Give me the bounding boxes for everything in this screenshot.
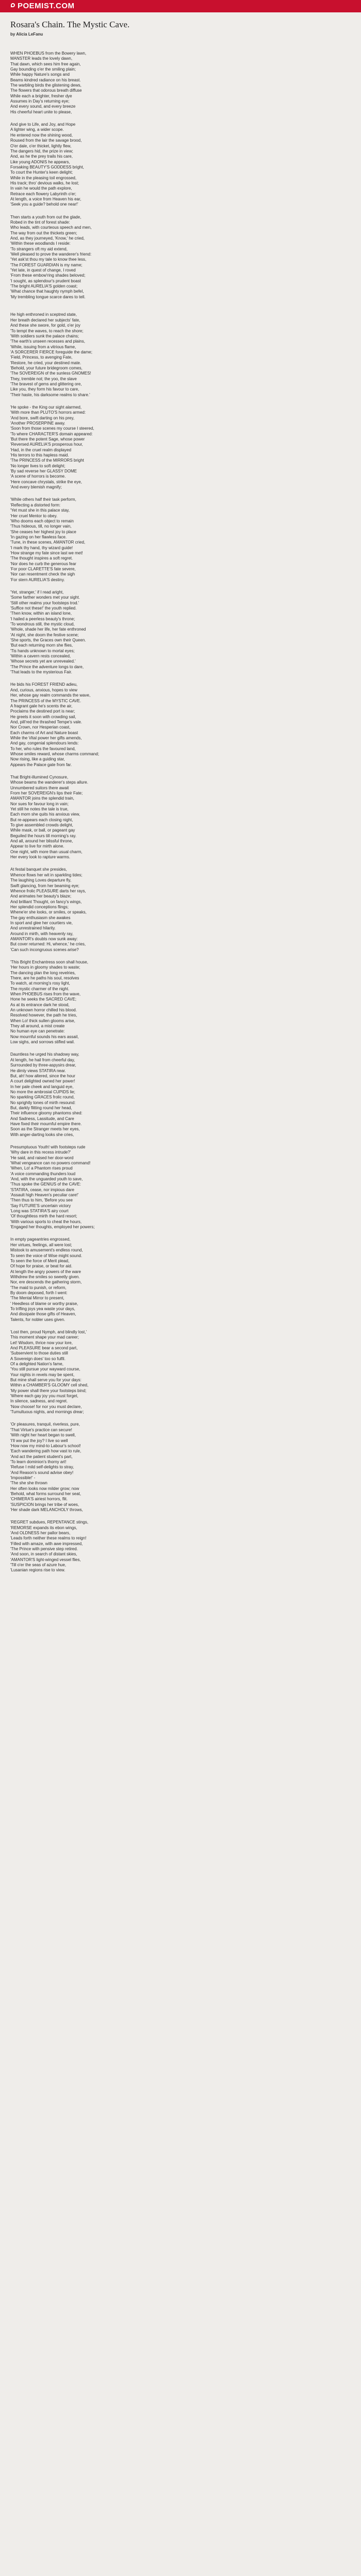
poem-line: 'To tempt the waves, to reach the shore; <box>10 328 84 333</box>
poem-line: 'Yet ask'st thou my tale to know thee less, <box>10 257 87 262</box>
poem-line: While happy Nature's songs and <box>10 72 70 77</box>
poem-line: He dimly views STATIRA near. <box>10 1068 66 1073</box>
poem-line: 'Well pleased to prove the wanderer's friend: <box>10 252 92 257</box>
poem-line: But, ah! how altered, since the hour <box>10 1073 75 1078</box>
poem-line: WHEN PHOEBUS from the Bowery lawn, <box>10 51 87 56</box>
poem-line: Her splendid conceptions flings; <box>10 904 69 909</box>
poem-line: 'What vengeance can no powers command! <box>10 1161 91 1165</box>
poem-line: The gay enthusiasm she awakes <box>10 915 71 920</box>
poem-line: 'Nor can resentment check the sigh <box>10 572 75 577</box>
poem-line: 'Say FUTURE'S uncertain victory <box>10 1203 71 1208</box>
poem-stanza <box>10 122 340 208</box>
poem-line: 'By sad reverse her GLASSY DOME <box>10 469 77 474</box>
poem-line: And, as they journeyed, 'Know,' he cried, <box>10 236 85 241</box>
poem-stanza <box>10 497 340 583</box>
site-header-bar <box>0 0 361 12</box>
poem-line: Retrace each flowery Labyrinth o'er; <box>10 191 76 196</box>
poem-line: A court delighted owned her power! <box>10 1079 75 1084</box>
poem-line: 'The FOREST GUARDIAN is my name; <box>10 262 83 267</box>
poem-author-line <box>10 32 340 37</box>
poem-line: 'To strangers oft my aid extend, <box>10 246 68 251</box>
poem-line: Of hope for praise, or beat for aid. <box>10 1264 73 1269</box>
poem-line: At length the angry powers of the ware <box>10 1269 81 1274</box>
poem-line: 'My power shall there your footsteps bind; <box>10 1388 87 1393</box>
poem-line: And these she swore, for gold, o'er joy <box>10 323 80 328</box>
poem-line: Talents, for nobler uses given. <box>10 1317 65 1322</box>
poem-line: 'Each wandering path how vast to rule, <box>10 1449 81 1454</box>
poem-line: 'Who dooms each object to remain <box>10 518 74 523</box>
poem-line: At festal banquet she presides, <box>10 867 67 872</box>
poem-line: Appear to live for mirth alone. <box>10 844 64 849</box>
poem-line: Her often looks now milder grow; now <box>10 1486 79 1491</box>
poem-line: 'Tumultuous nights, and mornings drear; <box>10 1410 84 1415</box>
poem-line <box>10 300 340 305</box>
poem-line: 'Field, Princess, to avenging Fate, <box>10 355 73 360</box>
poem-line: Proclaims the destined port is near; <box>10 709 75 714</box>
poem-line: Presumptuous Youth! with footsteps rude <box>10 1144 86 1149</box>
poem-line: 'Nor does he curb the generous fear <box>10 561 76 566</box>
poem-line: 'That leads to the mysterious Fair. <box>10 670 72 675</box>
poem-line: 'You still pursue your wayward course, <box>10 1367 80 1372</box>
poem-line: Swift glancing, from her beaming eye; <box>10 883 79 888</box>
poem-stanza <box>10 1422 340 1513</box>
poem-line: 'The she she thrown <box>10 1481 47 1486</box>
poem-line: AMANTOR joins the splendid train, <box>10 796 74 801</box>
poem-line: 'In gazing on her flawless face. <box>10 534 67 539</box>
poem-line: That dawn, which sees him free again, <box>10 61 81 66</box>
poem-line: In sport and glee her courtiers vie, <box>10 920 73 925</box>
poem-line: Her breath declared her subjects' fate, <box>10 317 80 323</box>
poem-line: No sparkling GRACES frolic round, <box>10 1095 75 1100</box>
poem-line: 'Whole, shade her life, her fate enthroned <box>10 627 86 632</box>
poem-line: Gay bounding o'er the smiling plain; <box>10 67 76 72</box>
poem-stanza <box>10 590 340 675</box>
poem-line: 'Had, in the cruel realm displayed <box>10 447 72 452</box>
poem-stanza <box>10 405 340 490</box>
poem-line: 'Some farther wonders met your sight. <box>10 595 80 600</box>
poem-line: Mistook to amusement's endless round, <box>10 1248 83 1253</box>
poem-stanza <box>10 51 340 115</box>
poem-line: The dancing plan the long revelries, <box>10 970 76 975</box>
poem-line: Unnumbered suitors there await <box>10 785 69 790</box>
poem-line: 'I'll ww put the joy? I live so well <box>10 1438 68 1443</box>
poem-line: Nor, ere descends the gathering storm, <box>10 1280 82 1285</box>
poem-line: 'How now my mind-to Labour's school! <box>10 1443 81 1448</box>
poem-line: 'AMANTOR'S light-winged vessel flies, <box>10 1557 81 1562</box>
poem-line: 'She sports, the Graces own their Queen. <box>10 638 86 643</box>
poem-line: 'And Reason's sound advise obey! <box>10 1470 74 1475</box>
poem-line: The PRINCESS of the MYSTIC CAVE. <box>10 698 81 703</box>
poem-line: Her virtues, feelings, all were lost; <box>10 1242 72 1247</box>
poem-line: 'With night her heart began to swell, <box>10 1433 76 1438</box>
poem-line: 'I hailed a peerless beauty's throne; <box>10 616 75 621</box>
poem-line: He greets it soon with crowding sail, <box>10 714 76 719</box>
poem-line: 'Here concave chrystals, strike the eye, <box>10 479 82 484</box>
poem-line: 'Suffice not these!' the youth replied. <box>10 606 77 611</box>
poem-line: From her SOVEREIGN's lips their Fate; <box>10 791 83 795</box>
poem-line: Within a CHAMBER'S GLOOMY cell shed, <box>10 1383 89 1388</box>
poem-stanza <box>10 1237 340 1323</box>
poem-line: Appears the Palace gate from far. <box>10 762 72 767</box>
poem-line: 'He spoke - the King our sight alarmed, <box>10 404 82 410</box>
poem-line: In vain he would the path explore, <box>10 186 72 191</box>
poem-line: 'Her shade dark MELANCHOLY throws, <box>10 1507 83 1512</box>
poem-line: 'Her hours in gloomy shades to waste; <box>10 965 80 970</box>
poem-line: 'He said, and raised her door-word <box>10 1155 74 1160</box>
poem-line: By doom deposed, forth I went: <box>10 1290 68 1295</box>
poem-line: 'A voice commanding thunders loud <box>10 1171 76 1176</box>
poem-line: Nor sues for favour long in vain; <box>10 801 69 806</box>
poem-line: 'Then know, within an island lone, <box>10 611 72 616</box>
poem-line: Each charms of Art and Nature boast <box>10 730 78 735</box>
poem-line: And every sound, and every breeze <box>10 104 76 109</box>
poem-line: 'What chance that haughty nymph befel, <box>10 289 84 294</box>
poem-line: And dissipate those gifts of Heaven, <box>10 1312 76 1317</box>
poem-line: 'With various sports to cheat the hours, <box>10 1219 82 1224</box>
poem-line: 'To wondrous still, the mystic cloud, <box>10 622 75 627</box>
poem-line: To watch, at morning's rosy light, <box>10 981 70 986</box>
poem-line: 'The maid to punish, or reform, <box>10 1285 67 1290</box>
poem-line: And unrestrained hilarity. <box>10 926 56 931</box>
poem-title: Rosara's Chain. The Mystic Cave. <box>10 20 130 29</box>
poem-line: In her pale cheek and languid eye, <box>10 1084 74 1089</box>
poem-line: They, tremble not; the yoo, the slave <box>10 376 77 381</box>
poem-line: A fragrant gale he's scents the air, <box>10 703 73 708</box>
poem-line: At length, he hail from cheerful day, <box>10 1057 75 1062</box>
poem-line: Then starts a youth from out the glade, <box>10 214 81 219</box>
poem-line: 'While, issuing from a vitrious flame, <box>10 344 76 349</box>
poem-line: 'Filled with amaze, with awe impressed, <box>10 1541 83 1546</box>
poem-line: 'Yet must she in this palace stay, <box>10 508 70 513</box>
poem-line: 'Impossible!' - <box>10 1475 36 1480</box>
poem-line: Her every look to rapture warms. <box>10 855 71 860</box>
poem-line: Hone he seeks the SACRED CAVE; <box>10 997 76 1002</box>
poem-line: 'Restore, he cried, your destined mate. <box>10 360 81 365</box>
poem-line: The way from out the thickets green; <box>10 230 77 235</box>
poem-line: 'She ceases her highest joy to place <box>10 529 76 534</box>
poem-line: Your nights in revels may be spent, <box>10 1372 75 1377</box>
poem-line: His track; thro' devious walks, he lost; <box>10 180 79 185</box>
poem-line: 'The PRINCESS of the MIRRORS bright <box>10 458 84 463</box>
poem-line: One night, with more than usual charm, <box>10 849 83 854</box>
poem-line: 'Subservient to those duties still <box>10 1351 68 1356</box>
poem-line: Resolved however, the path he tries, <box>10 1013 77 1018</box>
poem-line: The laughing Loves departure fly, <box>10 878 72 883</box>
poem-line: 'SUSPICION brings her tribe of woes, <box>10 1502 79 1507</box>
poem-line: But cover returned: Hi, whence,' he cries, <box>10 942 86 947</box>
poem-line: He high enthroned in sceptred state, <box>10 312 77 317</box>
poem-line: 'Thus spoke the GENIUS of the CAVE: <box>10 1182 81 1187</box>
poem-stanza <box>10 1330 340 1415</box>
poem-line: 'Tis hands unknown to mortal eyes; <box>10 648 75 653</box>
poem-line: 'Where each gay joy you must forget, <box>10 1394 78 1399</box>
poem-line: Whose smiles reward, whose charms command; <box>10 751 100 756</box>
poem-line: Whose beams the wanderer's steps allure. <box>10 780 88 785</box>
poem-line: 'When, Lo! a Phantom rises proud <box>10 1166 73 1171</box>
poem-line: And PLEASURE bear a second part, <box>10 1346 78 1350</box>
poem-line: Who leads, with courteous speech and men, <box>10 225 92 230</box>
poem-line: To seen the voice of Wise might sound. <box>10 1253 83 1258</box>
poem-stanza <box>10 1145 340 1230</box>
poem-line: 'Why dare in this recess intrude?' <box>10 1150 71 1155</box>
poem-line: And brilliant Thought, on fancy's wings, <box>10 899 82 904</box>
poem-line: 'Of thoughtless mirth the hard resort; <box>10 1214 77 1219</box>
poem-line: A lighter wing, a wider scope. <box>10 127 64 132</box>
poem-line: 'The bravest of gems and glittering ore, <box>10 381 82 386</box>
poem-line: Yet still he notes the tale is true, <box>10 807 69 812</box>
poem-line: Whence frolic PLEASURE darts her rays, <box>10 888 86 893</box>
poem-line: 'The earth's unseen recesses and plains, <box>10 339 85 344</box>
poem-line: 'From these embow'ring shades beloved; <box>10 273 86 278</box>
poem-line: O'er dale, o'er thicket, lightly flew, <box>10 143 72 148</box>
poem-line: To trifling joys yea waste your days, <box>10 1306 75 1311</box>
poem-line: Soon as the Stranger meets her eyes, <box>10 1127 80 1132</box>
poem-line: 'At night, she doom the festive scene; <box>10 632 79 637</box>
poem-line: 'A SORCERER FIERCE foreguide the dame; <box>10 349 92 354</box>
poem-line: 'With more than PLUTO'S horrors armed: <box>10 410 86 415</box>
poem-line: 'The bright AURELIA'S golden coast; <box>10 284 78 289</box>
poem-line: The dangers hid, the prize in view; <box>10 148 73 154</box>
site-logo-text: POEMIST.COM <box>18 2 75 10</box>
poem-stanza <box>10 775 340 860</box>
poem-line: Surrounded by three-aspysirs drear, <box>10 1063 76 1068</box>
poem-line: Roused from the lair the savage brood, <box>10 138 82 143</box>
poem-line: While in the pleasing toil engrossed, <box>10 175 77 180</box>
poem-line: 'Assault high Heaven's peculiar care!' <box>10 1193 79 1198</box>
poem-line: With anger-darting looks she cries, <box>10 1132 74 1137</box>
poem-line: Her, whose gay realm commands the wave, <box>10 693 91 698</box>
poem-line: 'REGRET subdues, REPENTANCE stings, <box>10 1520 89 1525</box>
poem-stanza <box>10 682 340 768</box>
poem-line: 'The SOVEREIGN of the sunless GNOMES! <box>10 371 91 376</box>
poem-line: And animates her beauty's blaze; <box>10 894 72 899</box>
poem-line: Robed in the tint of forest shade: <box>10 219 70 225</box>
poem-line: And all, around her blissful throne, <box>10 839 73 844</box>
poem-line: Have fixed their mournful empire there. <box>10 1121 82 1126</box>
poem-line: 'But each returning morn she flies, <box>10 643 73 648</box>
author-prefix: by <box>10 32 15 37</box>
poem-line: There, are he paths his soul, resolves <box>10 976 79 980</box>
poemist-logo-icon <box>10 3 15 9</box>
poem-line: 'That Virtue's practice can secure! <box>10 1427 72 1432</box>
poem-line: AMANTOR's doubts now sunk away: <box>10 936 78 941</box>
poem-line: At length, a voice from Heaven his ear, <box>10 196 81 201</box>
poem-line: Their influence gloomy phantoms shed: <box>10 1111 83 1116</box>
poem-line: 'Long was STATIRA'S airy court <box>10 1209 69 1214</box>
poem-line: 'Still other realms your footsteps trod.' <box>10 600 79 605</box>
poem-line: 'Another PROSERPINE away. <box>10 421 65 426</box>
poem-line: 'Seek you a guide? behold one near!' <box>10 202 78 207</box>
poem-line: 'To where CHARACTER'S domain appeared: <box>10 431 93 436</box>
poem-line: Like you, they form his favour to care, <box>10 387 79 392</box>
poem-line: His cheerful heart unite to please, <box>10 109 72 114</box>
poem-line: 'A scene of horrors is become. <box>10 474 66 479</box>
poem-line: ' Heedless of blame or worthy praise, <box>10 1301 78 1306</box>
poem-line: When Lo! thick sullen glooms arise, <box>10 1018 75 1023</box>
author-name-link[interactable]: Alicia LeFanu <box>16 32 43 37</box>
poem-line: 'The Prince with pensive step retired. <box>10 1547 78 1552</box>
poem-line: 'Leads forth neither these realms to reign! <box>10 1536 87 1541</box>
poem-line: 'STATIRA, cease, nor impious dare <box>10 1187 74 1192</box>
poem-article <box>10 20 340 1581</box>
poem-line: Whene'er she looks, or smiles, or speaks, <box>10 910 87 915</box>
poem-line: And, as he the prey trails his care, <box>10 154 73 159</box>
poem-line: 'For stern AURELIA'S destiny. <box>10 577 65 582</box>
poem-line: 'And act the patient student's part, <box>10 1454 73 1459</box>
poem-line: And give to Life, and Joy, and Hope <box>10 122 76 127</box>
poem-line: They all around, a mist create <box>10 1024 65 1029</box>
poem-line: To seen the force of Merit plead, <box>10 1258 70 1263</box>
poem-line: Of a delighted Nation's fame, <box>10 1362 63 1367</box>
poem-line: And, pill'red the thrashed Tempe's vale. <box>10 719 82 724</box>
poem-line: 'The Mental Mirror to present, <box>10 1296 64 1301</box>
poem-line: 'Their haste, his darksome realms to share.' <box>10 392 90 397</box>
poem-line: Let! Wisdom, thrice now your lore, <box>10 1340 73 1345</box>
poem-line: 'Yet late, in quest of change, I roved <box>10 268 76 273</box>
poem-stanza <box>10 215 340 306</box>
poem-stanza <box>10 867 340 953</box>
poem-line: 'Or pleasures, tranquil, riverless, pure, <box>10 1422 80 1427</box>
poem-line: 'With soldiers sunk the palace chains; <box>10 333 79 338</box>
poem-line: Now rising, like a guiding star, <box>10 757 65 762</box>
poem-line: Beams kindred radiance on his breast. <box>10 77 81 82</box>
poem-line: And gay, congenial splendours lends: <box>10 741 79 746</box>
poem-line: 'Behold, what forms surround her seat, <box>10 1491 81 1496</box>
poem-line: 'And OLDNESS her pallor bears, <box>10 1531 71 1535</box>
poem-line: 'Yet, stranger,' if I read aright, <box>10 589 64 595</box>
poem-line: 'CHIMERA'S airiest horrors, flit. <box>10 1497 68 1502</box>
poem-line: No sprightly tones of mirth resound: <box>10 1100 76 1105</box>
poem-line: Whence flows her wit in sparkling tides; <box>10 872 83 877</box>
poem-line: 'How strange my fate since last we met! <box>10 550 83 555</box>
poem-line: Low sighs, and sorrows stifled wail. <box>10 1040 75 1045</box>
poem-line: But mine shall serve you for your days: <box>10 1378 81 1383</box>
poem-stanza <box>10 312 340 398</box>
poem-stanza <box>10 960 340 1045</box>
poem-line: He bids his FOREST FRIEND adieu, <box>10 682 78 687</box>
poem-line: 'Can such incongruous scenes arise? <box>10 947 79 952</box>
poem-line: MANSTER leads the lovely dawn, <box>10 56 73 61</box>
site-logo[interactable] <box>10 2 75 10</box>
poem-line: 'Tune, in these scenes, AMANTOR cried, <box>10 540 86 545</box>
poem-line: 'My trembling tongue scarce dares to tell. <box>10 294 86 299</box>
poem-line: 'And, with the unguarded youth to save, <box>10 1177 83 1182</box>
poem-line: 'The Prince the adventure longs to dare, <box>10 664 84 669</box>
poem-line: An unknown horror chilled his blood. <box>10 1008 77 1013</box>
poem-line: To court the Hunter's keen delight; <box>10 170 73 175</box>
poem-line: And, curious, anxious, hopes to view <box>10 687 77 692</box>
poem-line: To give assembled crowds delight, <box>10 823 73 828</box>
poem-line: 'Reflecting a distorted form: <box>10 502 61 507</box>
poem-line: 'Lusanian regions rise to view. <box>10 1568 65 1573</box>
poem-line: 'Thus hideous, till, no longer vain, <box>10 524 72 529</box>
poem-line: 'Behold, your future bridegroom comes, <box>10 365 83 370</box>
poem-line: 'I mark thy hand, thy wizard guide! <box>10 545 73 550</box>
poem-line: Dauntless he urged his shadowy way, <box>10 1052 79 1057</box>
poem-line: 'To learn dominion's thorny art! <box>10 1459 67 1464</box>
poem-line: No human eye can penetrate: <box>10 1029 65 1034</box>
poem-line: 'Then thus to him, 'Before you see <box>10 1198 73 1203</box>
poem-line: 'But there the potent Sage, whose power <box>10 437 85 442</box>
poem-line: As at its entrance dark he stood, <box>10 1002 70 1007</box>
poem-line: Assumes in Day's returning eye; <box>10 99 70 104</box>
poem-line: A Sovereign does' too so fulfil. <box>10 1356 65 1361</box>
poem-line: Withdrew the smiles so sweetly given. <box>10 1274 80 1279</box>
poem-line: 'For poor CLARETTE'S fate severe, <box>10 566 76 571</box>
poem-line: 'And bore, swift darting on his prey, <box>10 415 75 420</box>
poem-line: Like young ADONIS he appears, <box>10 159 70 164</box>
poem-line: 'Now choose! for nor you must declare, <box>10 1404 82 1409</box>
poem-line: Each morn she quits his anxious view, <box>10 812 80 817</box>
poem-stanza <box>10 1052 340 1138</box>
poem-line: 'Her cruel Mentor to obey. <box>10 513 58 518</box>
poem-line: When PHOEBUS rises from the wave, <box>10 992 81 997</box>
poem-line: This moment shape your mad career; <box>10 1335 79 1340</box>
poem-line: 'Whose secrets yet are unrevealed.' <box>10 659 76 664</box>
poem-line: 'Till o'er the seas of azure hue, <box>10 1563 67 1568</box>
poem-line: Now mournful sounds his ears assail, <box>10 1034 79 1039</box>
poem-line: But re-appears each closing night, <box>10 817 73 822</box>
poem-line: He entered now the shining wood, <box>10 132 73 138</box>
poem-line: The warbling birds the glistening dews, <box>10 83 81 88</box>
poem-line: While mask, or ball, or pageant gay <box>10 828 75 833</box>
poem-line: 'REMORSE expands its ebon wings, <box>10 1525 77 1530</box>
poem-line: 'The thought inspires a soft regret. <box>10 556 73 561</box>
poem-line: Around in mirth, with heavenly ray, <box>10 931 74 936</box>
poem-line: The mystic charmer of the night. <box>10 986 70 991</box>
poem-line: Forsaking BEAUTY'S GODDESS bright, <box>10 164 84 170</box>
poem-line: But, darkly flitting round her head, <box>10 1105 72 1110</box>
poem-line: While each a brighter, fresher dye <box>10 93 72 98</box>
poem-line: 'Refuse I mild self-delights to stray, <box>10 1465 74 1470</box>
poem-line: 'Soon from those scenes my course I steered, <box>10 426 94 431</box>
poem-line: Beguiled the hours till morning's ray. <box>10 833 77 838</box>
poem-body <box>10 51 340 1573</box>
poem-stanza <box>10 1520 340 1573</box>
poem-line: 'Within these woodlands I reside: <box>10 241 71 246</box>
poem-line: 'Within a cavern rests concealed, <box>10 654 71 659</box>
poem-line: 'While others half their task perform, <box>10 497 76 502</box>
poem-line: No more the ambrosial CUPIDS lie; <box>10 1089 75 1094</box>
poem-line: The flowers that odorous breath diffuse <box>10 88 82 93</box>
poem-line: 'This Bright Enchantress soon shall house, <box>10 959 88 964</box>
poem-line: While the Vital power her gifts amends, <box>10 735 82 740</box>
poem-line: And Sadness, Lassitude, and Care <box>10 1116 74 1121</box>
poem-line: 'Reversed AURELIA'S prosperous hour, <box>10 442 83 447</box>
poem-line: To her, who rules the favoured land, <box>10 746 76 751</box>
poem-line: That Bright-illumined Cynosure, <box>10 774 69 779</box>
poem-line: In empty pageantries engrossed, <box>10 1237 71 1242</box>
poem-line: 'His terrors to this hapless maid. <box>10 453 69 458</box>
poem-line: 'And every blemish magnify; <box>10 485 62 490</box>
poem-line: 'Engaged her thoughts, employed her powers; <box>10 1225 95 1230</box>
poem-line: Nor Crown, nor Hesperian coast, <box>10 725 71 730</box>
poem-line: 'I sought, as splendour's prudent boast <box>10 278 81 283</box>
poem-line: 'And soon, in search of distant skies, <box>10 1552 77 1557</box>
poem-line: 'Lost then, proud Nymph, and blindly lost,' <box>10 1329 87 1334</box>
poem-line: 'No longer lives to soft delight; <box>10 463 65 468</box>
poem-line: In silence, sadness, and regret. <box>10 1399 68 1404</box>
